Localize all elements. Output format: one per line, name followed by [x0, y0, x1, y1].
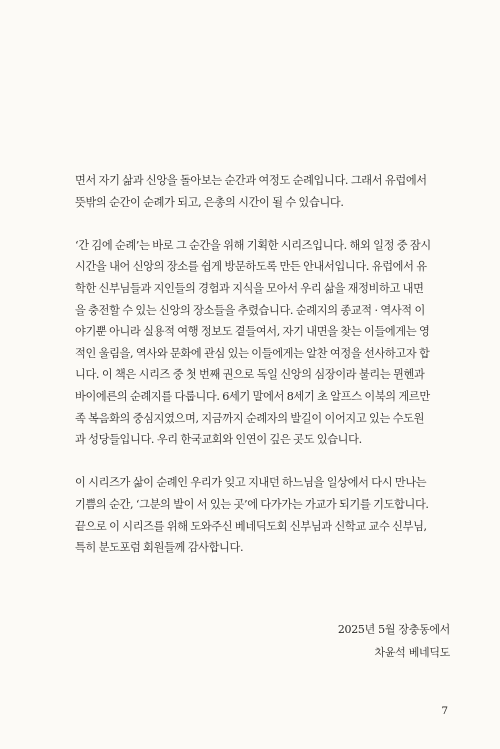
text-line: 특히 분도포럼 회원들께 감사합니다.	[75, 541, 244, 555]
text-line: 야기뿐 아니라 실용적 여행 정보도 곁들여서, 자기 내면을 찾는 이들에게는 영	[75, 325, 430, 339]
paragraph-1	[75, 170, 465, 213]
text-line: 족 복음화의 중심지였으며, 지금까지 순례자의 발길이 이어지고 있는 수도원	[75, 411, 425, 425]
text-line: 시간을 내어 신앙의 장소를 쉽게 방문하도록 만든 안내서입니다. 유럽에서 유	[75, 260, 427, 274]
paragraph-2	[75, 235, 465, 451]
text-line: 끝으로 이 시리즈를 위해 도와주신 베네딕도회 신부님과 신학교 교수 신부님,	[75, 519, 427, 533]
text-line: 바이에른의 순례지를 다룹니다. 6세기 말에서 8세기 초 알프스 이북의 게르만	[75, 389, 430, 403]
page-number: 7	[441, 705, 448, 717]
text-line: 과 성당들입니다. 우리 한국교회와 인연이 깊은 곳도 있습니다.	[75, 433, 362, 447]
text-line: 니다. 이 책은 시리즈 중 첫 번째 권으로 독일 신앙의 심장이라 불리는 뮌헨과	[75, 368, 425, 382]
text-line: 을 충전할 수 있는 신앙의 장소들을 추렸습니다. 순례지의 종교적 · 역사적 이	[75, 303, 425, 317]
signature-date-place: 2025년 5월 장충동에서	[337, 623, 450, 636]
signature-author: 차윤석 베네딕도	[374, 646, 450, 659]
signature-block	[338, 618, 450, 664]
text-line: 적인 울림을, 역사와 문화에 관심 있는 이들에게는 알찬 여정을 선사하고자 합	[75, 346, 430, 360]
body-text	[75, 170, 465, 580]
text-line: ‘간 김에 순례’는 바로 그 순간을 위해 기획한 시리즈입니다. 해외 일정 중 잠시	[75, 238, 431, 252]
text-line: 학한 신부님들과 지인들의 경험과 지식을 모아서 우리 삶을 재정비하고 내면	[75, 281, 424, 295]
text-line: 면서 자기 삶과 신앙을 돌아보는 순간과 여정도 순례입니다. 그래서 유럽에서	[75, 174, 427, 187]
text-line: 이 시리즈가 삶이 순례인 우리가 잊고 지내던 하느님을 일상에서 다시 만나는	[75, 476, 427, 490]
paragraph-3	[75, 472, 465, 558]
text-line: 뜻밖의 순간이 순례가 되고, 은총의 시간이 될 수 있습니다.	[75, 195, 344, 209]
text-line: 기쁨의 순간, ‘그분의 발이 서 있는 곳’에 다가가는 가교가 되기를 기도합니다.	[75, 497, 429, 511]
